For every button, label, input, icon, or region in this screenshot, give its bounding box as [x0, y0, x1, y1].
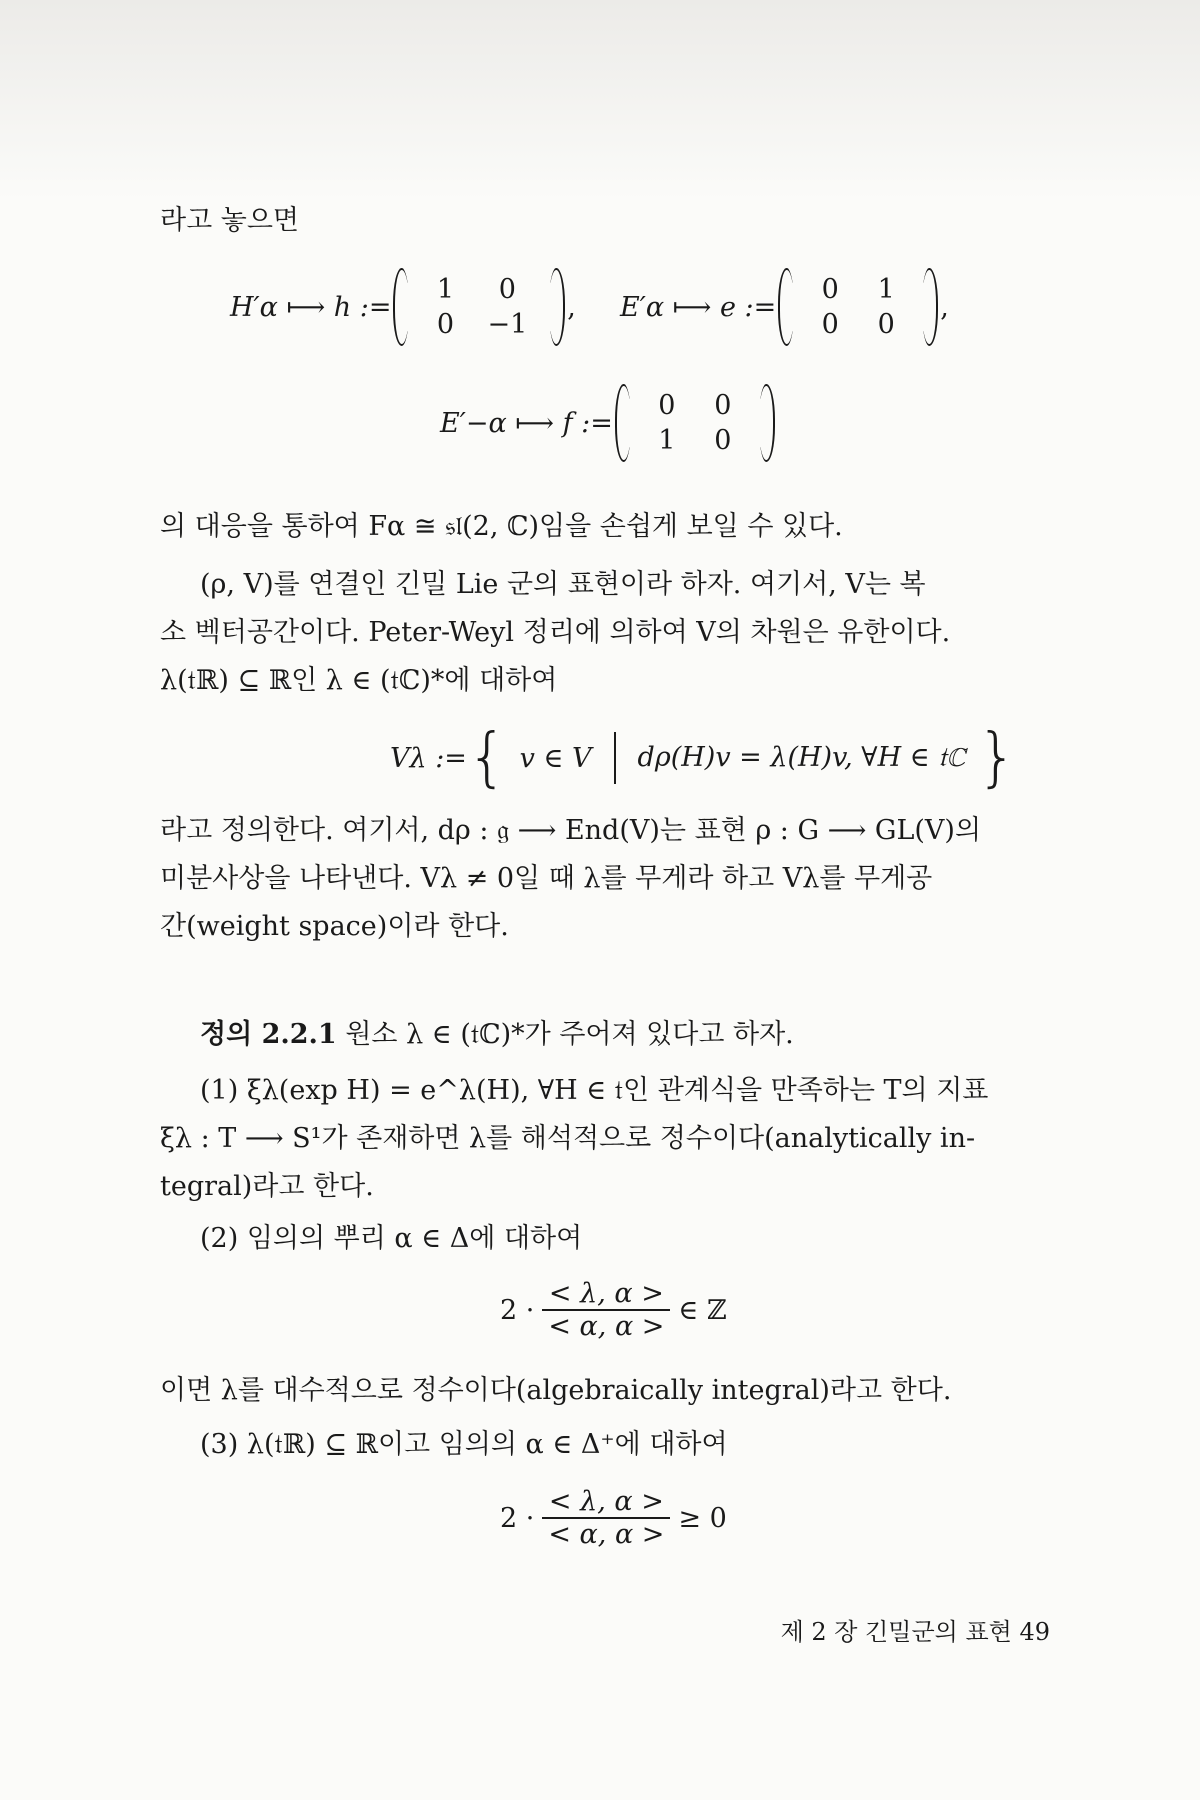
text-line: 라고 정의한다. 여기서, dρ : 𝔤 ⟶ End(V)는 표현 ρ : G ⟶ GL(V)의: [160, 815, 982, 846]
fraction: [542, 1486, 670, 1550]
text-line: (2) 임의의 뿌리 α ∈ Δ에 대하여: [200, 1223, 583, 1254]
fraction: [542, 1278, 670, 1342]
map-h: [230, 262, 576, 352]
matrix-h: [391, 272, 567, 342]
matrix-e-cell: 0: [821, 309, 839, 340]
matrix-e-cell: 0: [877, 309, 895, 340]
fraction-formula-1: [500, 1270, 727, 1350]
left-brace: {: [466, 721, 508, 795]
matrix-h-cell: 0: [436, 309, 455, 340]
weight-space-condition: dρ(H)v = λ(H)v, ∀H ∈ 𝔱ℂ: [637, 742, 965, 773]
matrix-e-cell: 0: [821, 274, 839, 305]
fraction-denominator: < α, α >: [548, 1519, 665, 1550]
comma: ,: [567, 291, 576, 323]
fraction-denominator: < α, α >: [548, 1311, 665, 1342]
text-line: 미분사상을 나타낸다. Vλ ≠ 0일 때 λ를 무게라 하고 Vλ를 무게공: [160, 863, 933, 894]
fraction-numerator: < λ, α >: [542, 1486, 670, 1519]
matrix-f-cell: 0: [658, 390, 676, 421]
weight-space-lhs: Vλ :=: [390, 742, 467, 774]
fraction-suffix: ∈ ℤ: [678, 1294, 727, 1326]
fraction-numerator: < λ, α >: [542, 1278, 670, 1311]
map-h-label: H′α ⟼ h :=: [230, 291, 392, 323]
matrix-f: [613, 388, 777, 458]
fraction-prefix: 2 ·: [500, 1502, 535, 1534]
map-e-label: E′α ⟼ e :=: [620, 291, 777, 323]
fraction-suffix: ≥ 0: [678, 1502, 727, 1534]
text-line: 소 벡터공간이다. Peter-Weyl 정리에 의하여 V의 차원은 유한이다.: [160, 617, 951, 648]
matrix-h-cell: −1: [487, 309, 528, 340]
text-line: (3) λ(𝔱ℝ) ⊆ ℝ이고 임의의 α ∈ Δ⁺에 대하여: [200, 1429, 728, 1460]
weight-space-element: v ∈ V: [519, 742, 592, 774]
matrix-f-cell: 0: [714, 390, 732, 421]
text-line: 간(weight space)이라 한다.: [160, 911, 509, 942]
map-e: [620, 262, 949, 352]
page-footer: 제 2 장 긴밀군의 표현 49: [780, 1618, 1050, 1646]
intro-text: 라고 놓으면: [160, 205, 299, 236]
matrix-e-cell: 1: [877, 274, 895, 305]
text-line: (1) ξλ(exp H) = e^λ(H), ∀H ∈ 𝔱인 관계식을 만족하는 T의 지표: [200, 1075, 989, 1106]
definition-label: 정의 2.2.1: [200, 1019, 337, 1050]
matrix-f-cell: 1: [658, 425, 676, 456]
scan-shadow: [0, 0, 1200, 200]
fraction-formula-2: [500, 1478, 727, 1558]
matrix-h-cell: 1: [436, 274, 455, 305]
fraction-prefix: 2 ·: [500, 1294, 535, 1326]
map-f-label: E′−α ⟼ f :=: [440, 407, 613, 439]
text-line: (ρ, V)를 연결인 긴밀 Lie 군의 표현이라 하자. 여기서, V는 복: [200, 569, 926, 600]
text-line: ξλ : T ⟶ S¹가 존재하면 λ를 해석적으로 정수이다(analytically in-: [160, 1123, 976, 1154]
matrix-h-cell: 0: [498, 274, 516, 305]
weight-space-formula: [390, 718, 1018, 798]
matrix-f-cell: 0: [714, 425, 732, 456]
set-divider: [614, 732, 616, 784]
right-brace: }: [976, 721, 1018, 795]
matrix-e: [776, 272, 940, 342]
comma: ,: [940, 291, 949, 323]
map-f: [440, 378, 777, 468]
text-line: tegral)라고 한다.: [160, 1171, 374, 1202]
text-line: 의 대응을 통하여 Fα ≅ 𝔰𝔩(2, ℂ)임을 손쉽게 보일 수 있다.: [160, 511, 843, 542]
definition-heading: [200, 1016, 1090, 1054]
text-line: 이면 λ를 대수적으로 정수이다(algebraically integral)라고 한다.: [160, 1375, 952, 1406]
text-line: λ(𝔱ℝ) ⊆ ℝ인 λ ∈ (𝔱ℂ)*에 대하여: [160, 665, 558, 696]
definition-text: 원소 λ ∈ (𝔱ℂ)*가 주어져 있다고 하자.: [336, 1019, 794, 1050]
